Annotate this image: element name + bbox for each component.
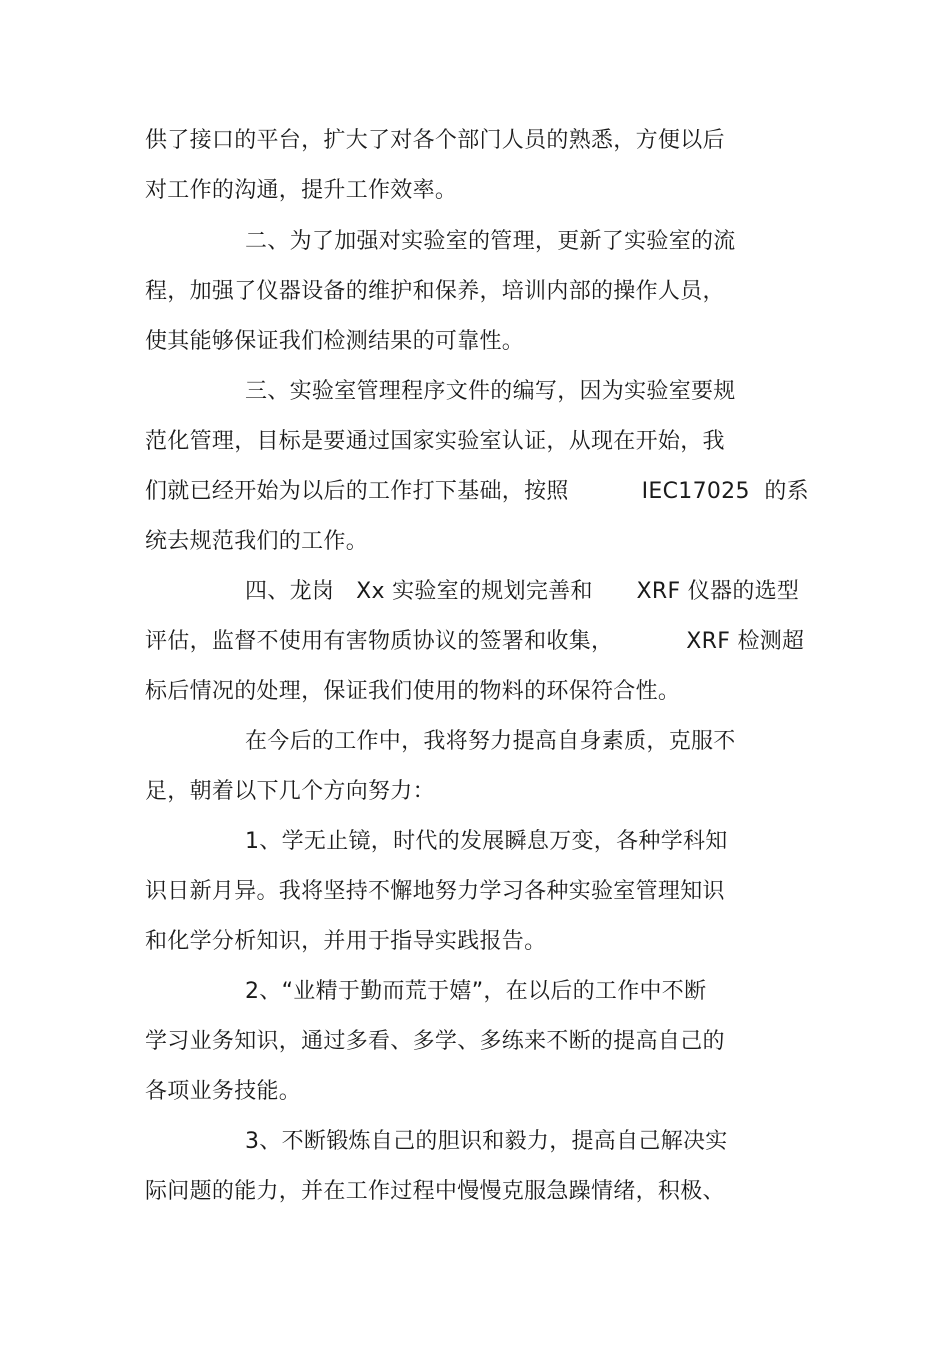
text-line: 使其能够保证我们检测结果的可靠性。 — [145, 329, 525, 354]
text-line: 学习业务知识，通过多看、多学、多练来不断的提高自己的 — [145, 1029, 725, 1054]
list-item-2-start: 2、“业精于勤而荒于嬉”，在以后的工作中不断 — [245, 979, 707, 1004]
text-line: 统去规范我们的工作。 — [145, 529, 369, 554]
list-item-1-start: 1、学无止镜，时代的发展瞬息万变，各种学科知 — [245, 829, 728, 854]
paragraph-three-start: 三、实验室管理程序文件的编写，因为实验室要规 — [245, 379, 736, 404]
list-item-3-start: 3、不断锻炼自己的胆识和毅力，提高自己解决实 — [245, 1129, 728, 1154]
paragraph-four-start: 四、龙岗 Xx 实验室的规划完善和 XRF 仪器的选型 — [245, 579, 800, 604]
text-line: 们就已经开始为以后的工作打下基础，按照 IEC17025 的系 — [145, 479, 809, 504]
text-line: 识日新月异。我将坚持不懈地努力学习各种实验室管理知识 — [145, 879, 725, 904]
paragraph-future-start: 在今后的工作中，我将努力提高自身素质，克服不 — [245, 729, 736, 754]
text-line: 足，朝着以下几个方向努力： — [145, 779, 435, 804]
text-line: 程，加强了仪器设备的维护和保养，培训内部的操作人员， — [145, 279, 725, 304]
paragraph-two-start: 二、为了加强对实验室的管理，更新了实验室的流 — [245, 229, 736, 254]
text-line: 供了接口的平台，扩大了对各个部门人员的熟悉，方便以后 — [145, 128, 725, 153]
text-line: 和化学分析知识，并用于指导实践报告。 — [145, 929, 547, 954]
text-line: 标后情况的处理，保证我们使用的物料的环保符合性。 — [145, 679, 681, 704]
text-line: 际问题的能力，并在工作过程中慢慢克服急躁情绪，积极、 — [145, 1179, 725, 1204]
text-line: 对工作的沟通，提升工作效率。 — [145, 178, 458, 203]
text-line: 评估，监督不使用有害物质协议的签署和收集， XRF 检测超 — [145, 629, 805, 654]
text-line: 各项业务技能。 — [145, 1079, 302, 1104]
text-line: 范化管理，目标是要通过国家实验室认证，从现在开始，我 — [145, 429, 725, 454]
